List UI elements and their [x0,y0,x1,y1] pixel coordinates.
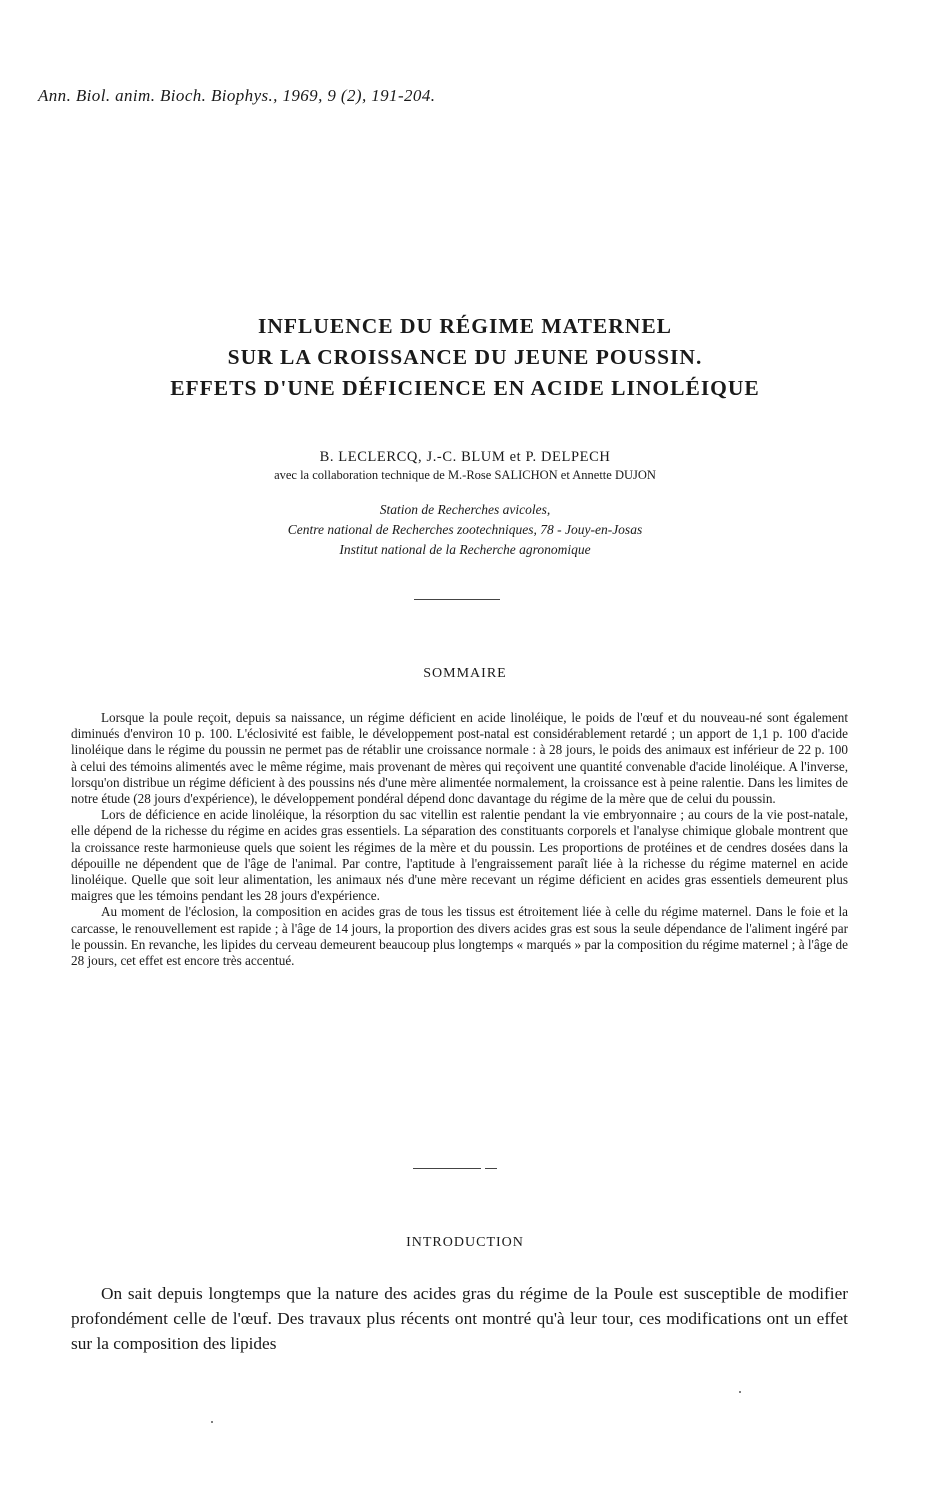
introduction-body [71,1281,848,1356]
separator-rule [414,599,500,600]
journal-citation: Ann. Biol. anim. Bioch. Biophys., 1969, 9 (2), 191-204. [38,86,436,105]
technical-collaboration: avec la collaboration technique de M.-Rose SALICHON et Annette DUJON [274,468,656,482]
affiliation-line: Institut national de la Recherche agronomique [339,542,591,557]
summary-body [71,710,848,969]
separator-rule [413,1168,481,1169]
author-names: B. LECLERCQ, J.-C. BLUM et P. DELPECH [319,449,611,465]
affiliation [0,500,930,560]
affiliation-line: Centre national de Recherches zootechniques, 78 - Jouy-en-Josas [287,522,643,537]
scan-speck [211,1421,213,1423]
separator-rule [485,1168,497,1169]
summary-heading: SOMMAIRE [423,666,507,681]
title-line: SUR LA CROISSANCE DU JEUNE POUSSIN. [227,345,703,369]
summary-paragraph: Lors de déficience en acide linoléique, la résorption du sac vitellin est ralentie pendant la vie embryonnaire ; au cours de la vie post-natale, elle dépend de la richesse du régime en acides gras essentiels. La séparation des constituants corporels et l'analyse chimique globale montrent que la croissance reste harmonieuse quels que soient les régimes de la mère et du poussin. Les proportions de protéines et de cendres dosées dans la dépouille ne dépendent que de l'âge de l'animal. Par contre, l'aptitude à l'engraissement paraît liée à la richesse du régime maternel en acide linoléique. Quelle que soit leur alimentation, les animaux nés d'une mère recevant un régime déficient en acides gras essentiels demeurent plus maigres que les témoins pendant les 28 jours d'expérience. [71,807,848,904]
summary-paragraph: Au moment de l'éclosion, la composition en acides gras de tous les tissus est étroitement liée à celle du régime maternel. Dans le foie et la carcasse, le renouvellement est rapide ; à l'âge de 14 jours, la proportion des divers acides gras est sous la seule dépendance de l'aliment ingéré par le poussin. En revanche, les lipides du cerveau demeurent beaucoup plus longtemps « marqués » par la composition du régime maternel ; à l'âge de 28 jours, cet effet est encore très accentué. [71,904,848,969]
article-title [0,311,930,404]
scan-speck [739,1391,741,1393]
affiliation-line: Station de Recherches avicoles, [379,502,551,517]
title-line: INFLUENCE DU RÉGIME MATERNEL [257,314,673,338]
introduction-paragraph: On sait depuis longtemps que la nature des acides gras du régime de la Poule est susceptible de modifier profondément celle de l'œuf. Des travaux plus récents ont montré qu'à leur tour, ces modifications ont un effet sur la composition des lipides [71,1284,848,1353]
summary-paragraph: Lorsque la poule reçoit, depuis sa naissance, un régime déficient en acide linoléique, le poids de l'œuf et du nouveau-né sont également diminués d'environ 10 p. 100. L'éclosivité est faible, le développement post-natal est considérablement retardé ; un apport de 1,1 p. 100 d'acide linoléique dans le régime du poussin ne permet pas de rétablir une croissance normale : à 28 jours, le poids des animaux est inférieur de 22 p. 100 à celui des témoins alimentés avec le même régime, mais provenant de mères qui reçoivent une quantité convenable d'acide linoléique. A l'inverse, lorsqu'on distribue un régime déficient à des poussins nés d'une mère alimentée normalement, la croissance est à peine ralentie. Dans les limites de notre étude (28 jours d'expérience), le développement pondéral dépend donc davantage du régime de la mère que de celui du poussin. [71,710,848,807]
title-line: EFFETS D'UNE DÉFICIENCE EN ACIDE LINOLÉIQUE [170,376,760,400]
introduction-heading: INTRODUCTION [406,1235,524,1250]
